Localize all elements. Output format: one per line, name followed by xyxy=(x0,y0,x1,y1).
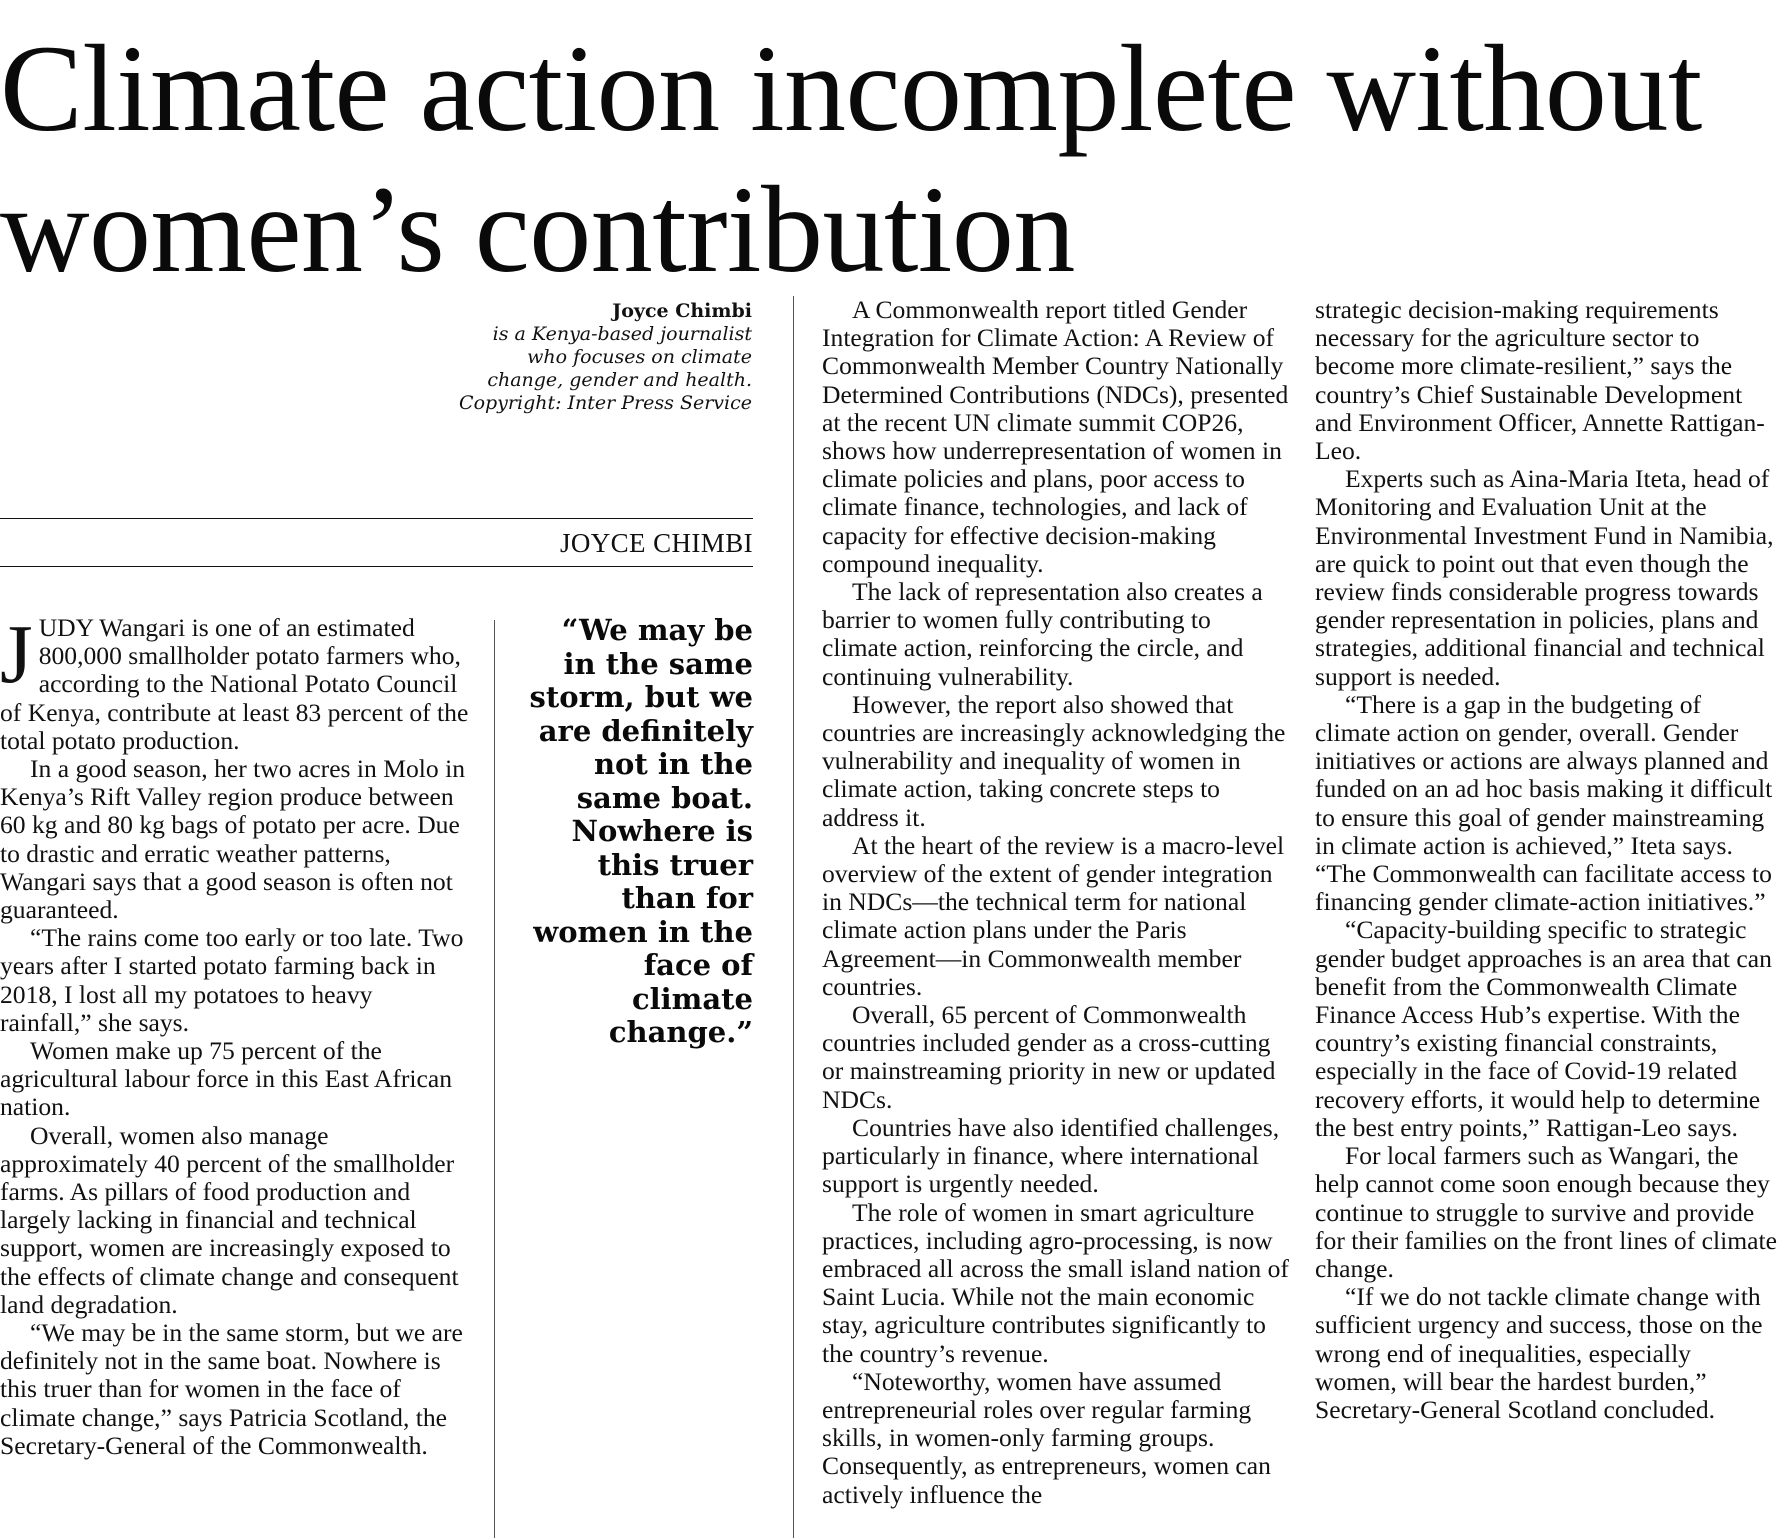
byline: JOYCE CHIMBI xyxy=(559,528,753,558)
paragraph: “Capacity-building specific to strategic gender budget approaches is an area that can benefit from the Commonwealth Climate Finance Access Hub’s expertise. With the country’s existing financial constraints, especially in the face of Covid-19 related recovery efforts, it would help to determine the best entry points,” Rattigan-Leo says. xyxy=(1315,915,1772,1142)
paragraph: However, the report also showed that countries are increasingly acknowledging the vulnerability and inequality of women in climate action, taking concrete steps to address it. xyxy=(822,689,1286,832)
paragraph: “The rains come too early or too late. Two years after I started potato farming back in 2018, I lost all my potatoes to heavy rainfall,” she says. xyxy=(0,923,464,1037)
paragraph: Women make up 75 percent of the agricultural labour force in this East African nation. xyxy=(0,1036,452,1122)
paragraph: “If we do not tackle climate change with sufficient urgency and success, those on the wrong end of inequalities, especially women, will bear the hardest burden,” Secretary-General Scotland concluded. xyxy=(1315,1282,1763,1424)
column-2 xyxy=(822,296,1292,1509)
paragraph: For local farmers such as Wangari, the help cannot come soon enough because they continue to struggle to survive and provide for their families on the front lines of climate change. xyxy=(1315,1141,1777,1283)
paragraph: Overall, women also manage approximately 40 percent of the smallholder farms. As pillars of food production and largely lacking in financial and technical support, women are increasingly exposed to the effects of climate change and consequent land degradation. xyxy=(0,1120,459,1319)
headline-line-2: women’s contribution xyxy=(0,161,1075,298)
paragraph: “There is a gap in the budgeting of climate action on gender, overall. Gender initiatives or actions are always planned and funded on an ad hoc basis making it difficult to ensure this goal of gender mainstreaming in climate action is achieved,” Iteta says. “The Commonwealth can facilitate access to financing gender climate-action initiatives.” xyxy=(1315,689,1773,917)
headline xyxy=(0,18,1779,300)
column-3 xyxy=(1315,296,1779,1424)
paragraph: The lack of representation also creates a barrier to women fully contributing to climate action, reinforcing the circle, and continuing vulnerability. xyxy=(822,577,1263,691)
paragraph: “We may be in the same storm, but we are definitely not in the same boat. Nowhere is this truer than for women in the face of climate change,” says Patricia Scotland, the Secretary-General of the Commonwealth. xyxy=(0,1318,463,1460)
paragraph: Experts such as Aina-Maria Iteta, head of Monitoring and Evaluation Unit at the Environmental Investment Fund in Namibia, are quick to point out that even though the review finds considerable progress towards gender representation in policies, plans and strategies, additional financial and technical support is needed. xyxy=(1315,464,1774,691)
bio-line: Copyright: Inter Press Service xyxy=(459,392,752,414)
paragraph: strategic decision-making requirements necessary for the agriculture sector to become more climate-resilient,” says the country’s Chief Sustainable Development and Environment Officer, Annette Rattigan-Leo. xyxy=(1315,295,1765,466)
drop-cap: J xyxy=(0,608,33,701)
paragraph: Countries have also identified challenges, particularly in finance, where international support is urgently needed. xyxy=(822,1112,1280,1199)
paragraph: Overall, 65 percent of Commonwealth countries included gender as a cross-cutting or mainstreaming priority in new or updated NDCs. xyxy=(822,1000,1276,1114)
bio-line: who focuses on climate xyxy=(527,346,752,368)
bio-line: is a Kenya-based journalist xyxy=(492,323,752,345)
pull-quote: “We may be in the same storm, but we are definitely not in the same boat. Nowhere is this truer than for women in the face of climate change.” xyxy=(529,613,753,1049)
column-divider xyxy=(494,620,495,1538)
bio-line: change, gender and health. xyxy=(487,369,752,391)
headline-line-1: Climate action incomplete without xyxy=(0,20,1702,157)
byline-rule-top xyxy=(0,518,753,519)
paragraph-text: UDY Wangari is one of an estimated 800,000 smallholder potato farmers who, according to the National Potato Council of Kenya, contribute at least 83 percent of the total potato production. xyxy=(0,613,469,755)
author-bio xyxy=(440,300,752,415)
byline-rule-bottom xyxy=(0,566,753,567)
bio-name: Joyce Chimbi xyxy=(612,300,752,322)
paragraph: A Commonwealth report titled Gender Integration for Climate Action: A Review of Commonwealth Member Country Nationally Determined Contributions (NDCs), presented at the recent UN climate summit COP26, shows how underrepresentation of women in climate policies and plans, poor access to climate finance, technologies, and lack of capacity for effective decision-making compound inequality. xyxy=(822,295,1289,578)
paragraph: At the heart of the review is a macro-level overview of the extent of gender integration in NDCs—the technical term for national climate action plans under the Paris Agreement—in Commonwealth member countries. xyxy=(822,830,1285,1001)
column-divider xyxy=(793,296,794,1538)
column-1 xyxy=(0,608,470,1460)
paragraph xyxy=(0,608,470,755)
paragraph: “Noteworthy, women have assumed entrepreneurial roles over regular farming skills, in women-only farming groups. Consequently, as entrepreneurs, women can actively influence the xyxy=(822,1366,1271,1509)
paragraph: In a good season, her two acres in Molo in Kenya’s Rift Valley region produce between 60 kg and 80 kg bags of potato per acre. Due to drastic and erratic weather patterns, Wangari says that a good season is often not guaranteed. xyxy=(0,754,465,925)
paragraph: The role of women in smart agriculture practices, including agro-processing, is now embraced all across the small island nation of Saint Lucia. While not the main economic stay, agriculture contributes significantly to the country’s revenue. xyxy=(822,1197,1289,1368)
